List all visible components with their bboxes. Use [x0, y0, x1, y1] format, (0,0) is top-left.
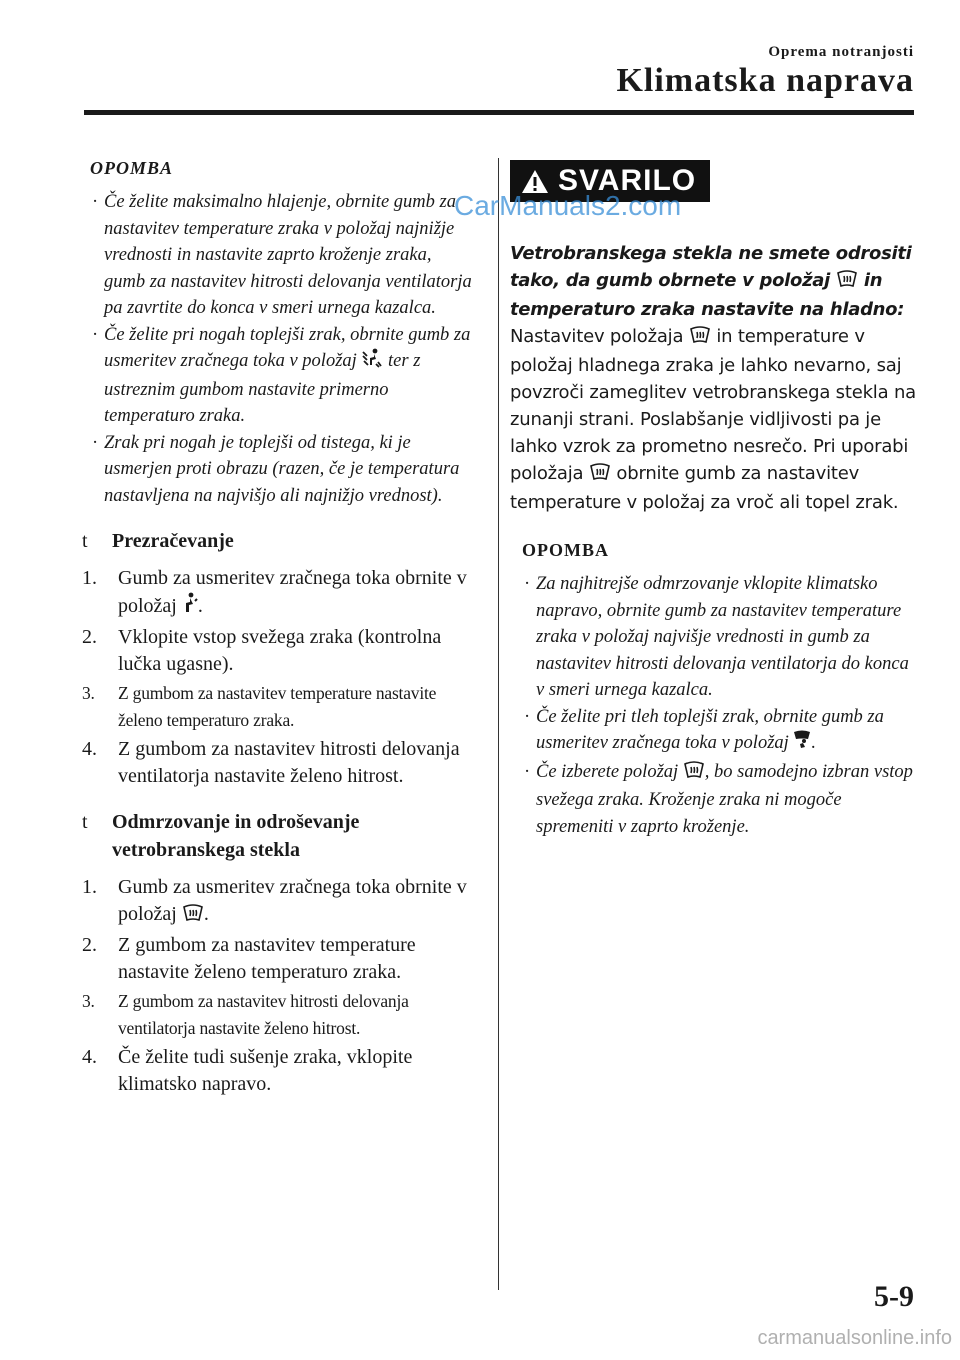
- warning-regular-mid: in temperature v položaj hladnega zraka je lahko nevarno, saj povzroči zameglitev vetrobranskega stekla na zunanji strani. Poslabšanje vidljivosti pa je lahko vzrok za prometno nesrečo. Pri uporabi položaja: [510, 326, 916, 484]
- section-marker: t: [82, 530, 88, 552]
- note-bullet: [76, 322, 476, 430]
- section-marker: t: [82, 811, 88, 833]
- bullet-text-post: , bo samodejno izbran vstop svežega zraka. Kroženje zraka ni mogoče spremeniti v zaprto kroženje.: [536, 761, 913, 837]
- defrost-icon: [689, 325, 711, 352]
- bullet-dot: ·: [92, 432, 99, 453]
- warning-text: [508, 240, 918, 516]
- warning-bold-pre: Vetrobranskega stekla ne smete odrositi tako, da gumb obrnete v položaj: [510, 243, 912, 291]
- bullet-text: Zrak pri nogah je toplejši od tistega, ki je usmerjen proti obrazu (razen, če je temperatura nastavljena na najvišjo ali najnižjo vrednost).: [104, 432, 460, 506]
- step-text-post: .: [203, 903, 209, 925]
- step-number: 3.: [82, 991, 95, 1011]
- defrost-icon: [182, 903, 204, 930]
- step-number: 4.: [82, 738, 97, 760]
- step-text-pre: Gumb za usmeritev zračnega toka obrnite v položaj: [118, 876, 467, 925]
- header-rule: [84, 110, 914, 115]
- chapter-title: Klimatska naprava: [616, 62, 914, 99]
- note-bullet: [508, 571, 918, 704]
- bullet-dot: ·: [92, 192, 99, 212]
- step-number: 1.: [82, 567, 97, 589]
- section-heading-ventilation: [76, 527, 476, 555]
- footer-watermark: carmanualsonline.info: [757, 1327, 952, 1349]
- note-bullet: [508, 759, 918, 841]
- warning-label-text: SVARILO: [558, 164, 697, 197]
- step-text: Z gumbom za nastavitev temperature nastavite želeno temperaturo zraka.: [118, 934, 416, 983]
- step-number: 2.: [82, 934, 97, 956]
- face-vent-icon: [182, 592, 198, 622]
- section-heading-defrost: [76, 808, 476, 864]
- step-item: [76, 680, 476, 734]
- defrost-icon: [836, 269, 858, 296]
- floor-defrost-icon: [361, 348, 383, 377]
- right-column: [508, 160, 918, 840]
- bullet-dot: ·: [524, 706, 531, 727]
- step-text-pre: Gumb za usmeritev zračnega toka obrnite v položaj: [118, 567, 467, 617]
- step-text: Z gumbom za nastavitev hitrosti delovanja ventilatorja nastavite želeno hitrost.: [118, 738, 460, 787]
- step-number: 4.: [82, 1046, 97, 1068]
- bullet-dot: ·: [524, 761, 531, 782]
- column-divider: [498, 158, 499, 1290]
- bullet-text-pre: Če izberete položaj: [536, 761, 683, 782]
- step-item: [76, 624, 476, 678]
- page-number: 5-9: [874, 1280, 914, 1313]
- step-text-post: .: [197, 595, 203, 617]
- step-text: Z gumbom za nastavitev hitrosti delovanja ventilatorja nastavite želeno hitrost.: [118, 991, 409, 1038]
- bullet-dot: ·: [92, 324, 99, 345]
- step-item: [76, 988, 476, 1042]
- step-text: Vklopite vstop svežega zraka (kontrolna lučka ugasne).: [118, 626, 442, 675]
- defrost-icon: [589, 462, 611, 489]
- warning-regular-pre: Nastavitev položaja: [510, 326, 689, 347]
- step-item: [76, 565, 476, 622]
- step-number: 2.: [82, 626, 97, 648]
- bullet-text: Če želite maksimalno hlajenje, obrnite gumb za nastavitev temperature zraka v položaj najnižje vrednosti in nastavite zaprto kroženje zraka, gumb za nastavitev hitrosti delovanja ventilatorja pa zavrtite do konca v smeri urnega kazalca.: [104, 192, 472, 318]
- bullet-text-post: ter z ustreznim gumbom nastavite primerno temperaturo zraka.: [104, 351, 421, 426]
- header-section: Oprema notranjosti: [768, 44, 914, 60]
- note-title: OPOMBA: [90, 158, 174, 178]
- note-bullet: [508, 704, 918, 759]
- bullet-text-pre: Če želite pri nogah toplejši zrak, obrnite gumb za usmeritev zračnega toka v položaj: [104, 324, 471, 371]
- step-number: 1.: [82, 876, 97, 898]
- step-text: Če želite tudi sušenje zraka, vklopite klimatsko napravo.: [118, 1046, 413, 1095]
- defrost-icon: [683, 761, 705, 788]
- section-title-text: Odmrzovanje in odroševanje vetrobranskega stekla: [112, 811, 360, 861]
- section-title-text: Prezračevanje: [112, 530, 234, 552]
- floor-defrost-icon: [793, 730, 811, 759]
- step-text: Z gumbom za nastavitev temperature nastavite želeno temperaturo zraka.: [118, 683, 437, 730]
- bullet-text-post: .: [811, 733, 817, 753]
- note-bullet: [76, 430, 476, 510]
- step-item: [76, 932, 476, 986]
- bullet-dot: ·: [524, 574, 531, 594]
- watermark: CarManuals2.com: [454, 190, 682, 221]
- note-bullet: [76, 189, 476, 322]
- warning-bold-post: in temperaturo zraka nastavite na hladno:: [510, 270, 905, 320]
- bullet-text: Za najhitrejše odmrzovanje vklopite klimatsko napravo, obrnite gumb za nastavitev temperature zraka v položaj najvišje vrednosti in gumb za nastavitev hitrosti delovanja ventilatorja do konca v smeri urnega kazalca.: [536, 574, 909, 700]
- step-item: [76, 736, 476, 790]
- step-number: 3.: [82, 683, 95, 703]
- step-item: [76, 874, 476, 930]
- bullet-text-pre: Če želite pri tleh toplejši zrak, obrnite gumb za usmeritev zračnega toka v položaj: [536, 706, 884, 753]
- left-column: [76, 158, 476, 1100]
- note-title: OPOMBA: [522, 540, 609, 560]
- step-item: [76, 1044, 476, 1098]
- warning-regular-post: obrnite gumb za nastavitev temperature v položaj za vroč ali topel zrak.: [510, 463, 899, 513]
